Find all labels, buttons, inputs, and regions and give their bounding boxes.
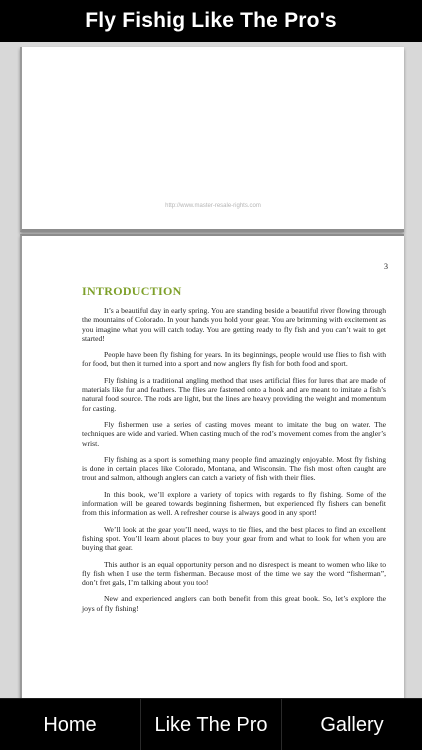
paragraph: Fly fishing is a traditional angling method that uses artificial flies for lures that are made of materials like fur and feathers. The flies are fastened onto a hook and are meant to imitate a fish’s natural food source. The rods are light, but the lines are heavy providing the weight and momentum for casting. [82, 375, 386, 413]
pdf-viewer[interactable] [0, 42, 422, 698]
paragraph: Fly fishermen use a series of casting moves meant to imitate the bug on water. The techniques are wide and varied. When casting much of the rod’s movement comes from the angler’s wrist. [82, 419, 386, 448]
page-number: 3 [384, 262, 388, 271]
navigation-bar [0, 0, 422, 42]
document-page-current [20, 234, 404, 698]
chapter-body [82, 306, 386, 620]
document-page-previous [20, 47, 404, 232]
tab-like-the-pro[interactable]: Like The Pro [141, 699, 282, 750]
tab-bar [0, 698, 422, 750]
page-footer-url: http://www.master-resale-rights.com [165, 203, 261, 209]
paragraph: In this book, we’ll explore a variety of topics with regards to fly fishing. Some of the information will be geared towards beginning fishermen, but experienced fly fishers can benefit from this information as well. A refresher course is always good in any sport! [82, 489, 386, 518]
paragraph: New and experienced anglers can both benefit from this great book. So, let’s explore the joys of fly fishing! [82, 594, 386, 613]
paragraph: Fly fishing as a sport is something many people find amazingly enjoyable. Most fly fishing is done in certain places like Colorado, Montana, and Wisconsin. The fish most often caught are trout and salmon, although anglers can catch a variety of fish with their flies. [82, 454, 386, 483]
paragraph: It’s a beautiful day in early spring. You are standing beside a beautiful river flowing through the mountains of Colorado. In your hands you hold your gear. You are brimming with excitement as you imagine what you will catch today. You are getting ready to fly fish and you can’t wait to get started! [82, 306, 386, 343]
app-title: Fly Fishig Like The Pro's [85, 9, 337, 32]
chapter-title: INTRODUCTION [82, 284, 182, 298]
paragraph: People have been fly fishing for years. In its beginnings, people would use flies to fish with for food, but then it turned into a sport and now anglers fly fish for both food and sport. [82, 350, 386, 369]
paragraph: This author is an equal opportunity person and no disrespect is meant to women who like to fly fish when I use the term fisherman. Because most of the time we say the word “fisherman”, don’t fret gals, I’m talking about you too! [82, 559, 386, 588]
tab-gallery[interactable]: Gallery [320, 713, 384, 736]
tab-home[interactable]: Home [0, 699, 141, 750]
paragraph: We’ll look at the gear you’ll need, ways to tie flies, and the best places to find an excellent fishing spot. You’ll learn about places to buy your gear from and what to look for when you are buying that gear. [82, 524, 386, 553]
